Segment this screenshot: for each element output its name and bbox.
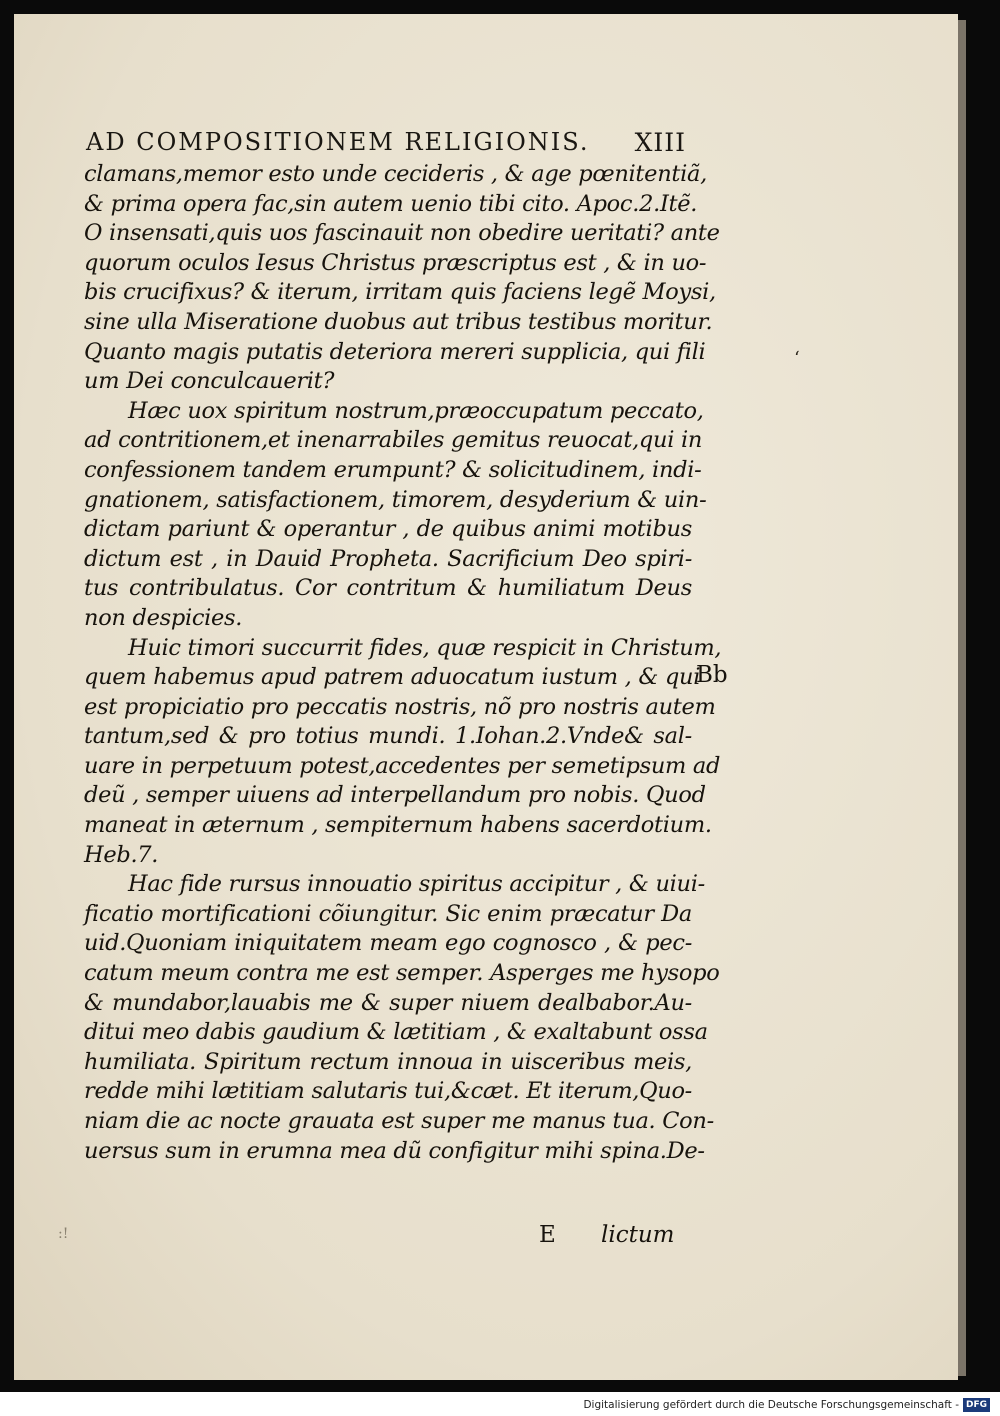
text-line: uare in perpetuum potest,accedentes per semetipsum ad xyxy=(84,752,721,779)
margin-mark: ‘ xyxy=(794,348,800,369)
text-line: bis crucifixus? & iterum, irritam quis faciens legẽ Moysi, xyxy=(84,279,716,306)
text-line: gnationem, satisfactionem, timorem, desyderium & uin- xyxy=(84,486,707,513)
text-line: ficatio mortificationi cõiungitur. Sic enim præcatur Da xyxy=(84,900,692,927)
text-line: ad contritionem,et inenarrabiles gemitus reuocat,qui in xyxy=(84,427,703,454)
text-line: ditui meo dabis gaudium & lætitiam , & exaltabunt ossa xyxy=(84,1019,708,1046)
text-line: quorum oculos Iesus Christus præscriptus est , & in uo- xyxy=(84,249,707,276)
text-line: Hac fide rursus innouatio spiritus accipitur , & uiui- xyxy=(128,871,705,898)
text-line: redde mihi lætitiam salutaris tui,&cæt. Et iterum,Quo- xyxy=(84,1078,692,1105)
folio-number: XIII xyxy=(634,128,686,157)
text-line: dictam pariunt & operantur , de quibus animi motibus xyxy=(84,516,692,543)
text-line: humiliata. Spiritum rectum innoua in uisceribus meis, xyxy=(84,1048,692,1075)
text-line: Quanto magis putatis deteriora mereri supplicia, qui fili xyxy=(84,338,706,365)
text-line: um Dei conculcauerit? xyxy=(84,368,335,395)
page-edge xyxy=(958,20,966,1376)
text-line: clamans,memor esto unde cecideris , & age pœnitentiã, xyxy=(84,161,707,187)
text-line: & prima opera fac,sin autem uenio tibi cito. Apoc.2.Itẽ. xyxy=(84,190,698,217)
text-line: dictum est , in Dauid Propheta. Sacrificium Deo spiri- xyxy=(84,545,692,572)
text-line: & mundabor,lauabis me & super niuem dealbabor.Au- xyxy=(84,989,692,1016)
dfg-logo: DFG xyxy=(963,1398,990,1412)
running-header xyxy=(86,124,686,160)
text-line: tus contribulatus. Cor contritum & humiliatum Deus xyxy=(84,575,692,602)
ink-stain: :! xyxy=(58,1226,69,1242)
running-title: AD COMPOSITIONEM RELIGIONIS. xyxy=(86,128,590,156)
text-line: deũ , semper uiuens ad interpellandum pro nobis. Quod xyxy=(84,782,706,809)
digitization-credit xyxy=(583,1398,990,1412)
text-line: sine ulla Miseratione duobus aut tribus testibus moritur. xyxy=(84,308,713,335)
text-line: Huic timori succurrit fides, quæ respicit in Christum, xyxy=(128,634,722,661)
text-line: non despicies. xyxy=(84,604,243,631)
text-line: confessionem tandem erumpunt? & solicitudinem, indi- xyxy=(84,456,702,483)
text-line: Hæc uox spiritum nostrum,præoccupatum peccato, xyxy=(128,397,704,424)
text-line: Heb.7. xyxy=(84,841,159,868)
signature-mark: E xyxy=(539,1222,556,1248)
text-line: quem habemus apud patrem aduocatum iustum , & qui xyxy=(84,664,701,691)
text-line: niam die ac nocte grauata est super me manus tua. Con- xyxy=(84,1108,714,1134)
text-line: catum meum contra me est semper. Asperges me hysopo xyxy=(84,960,720,987)
text-line: tantum,sed & pro totius mundi. 1.Iohan.2.Vnde& sal- xyxy=(84,723,692,750)
margin-note: Bb xyxy=(696,662,728,688)
credit-text: Digitalisierung gefördert durch die Deutsche Forschungsgemeinschaft - xyxy=(583,1399,959,1411)
text-line: est propiciatio pro peccatis nostris, nõ pro nostris autem xyxy=(84,693,716,720)
text-line: uersus sum in erumna mea dũ configitur mihi spina.De- xyxy=(84,1137,705,1164)
catchword: lictum xyxy=(601,1222,675,1248)
text-line: maneat in æternum , sempiternum habens sacerdotium. xyxy=(84,812,712,839)
text-line: O insensati,quis uos fascinauit non obedire ueritati? ante xyxy=(84,220,720,247)
text-line: uid.Quoniam iniquitatem meam ego cognosco , & pec- xyxy=(84,930,692,957)
